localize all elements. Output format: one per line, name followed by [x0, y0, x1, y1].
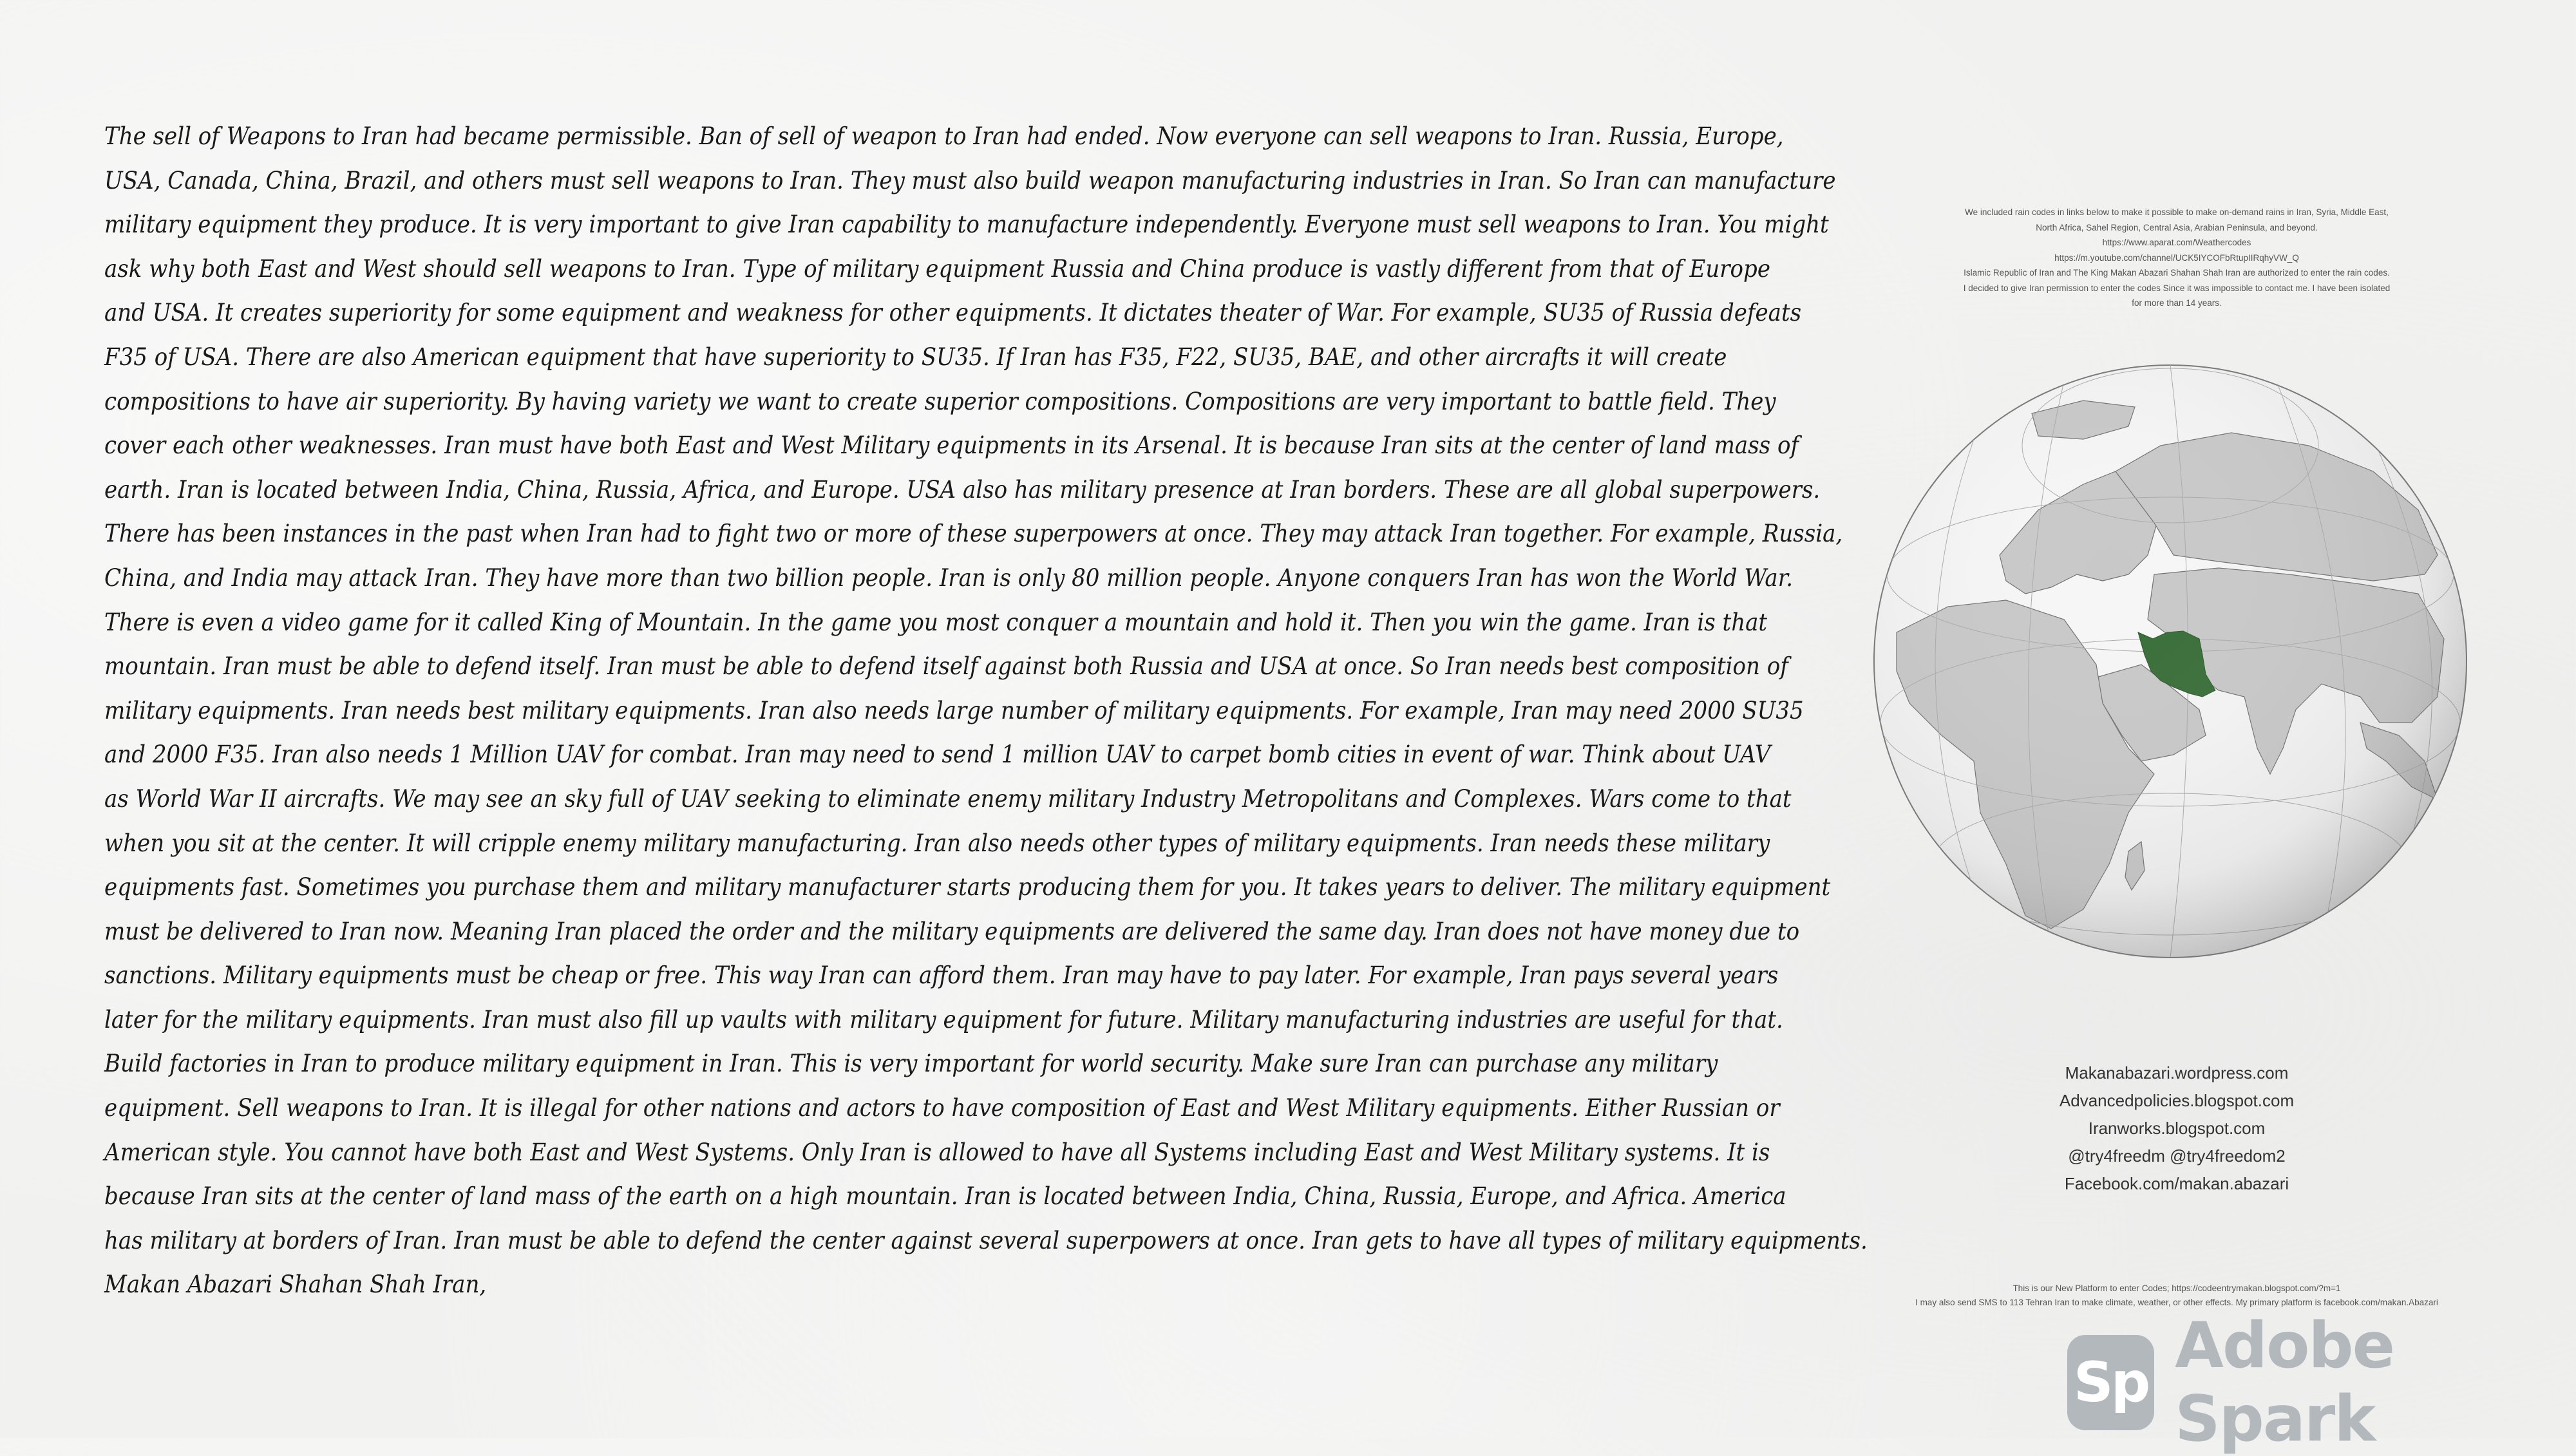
footer-note-line: This is our New Platform to enter Codes; https://codeentrymakan.blogspot.com/?m=1 [2012, 1283, 2341, 1293]
notice-line: I decided to give Iran permission to enter the codes Since it was impossible to contact me. I have been isolated [1963, 283, 2391, 293]
rain-codes-notice [1919, 205, 2434, 311]
globe-map-svg [1871, 362, 2470, 961]
link-twitter-handles[interactable]: @try4freedm @try4freedom2 [2068, 1146, 2286, 1166]
article-line: because Iran sits at the center of land mass of the earth on a high mountain. Iran is located between India, China, Russia, Europe, and Africa. America [104, 1182, 1786, 1211]
article-line: when you sit at the center. It will cripple enemy military manufacturing. Iran also needs other types of military equipments. Iran needs these military [104, 829, 1770, 857]
article-line: There has been instances in the past when Iran had to fight two or more of these superpowers at once. They may attack Iran together. For example, Russia, [104, 520, 1843, 548]
article-line: later for the military equipments. Iran must also fill up vaults with military equipment for future. Military manufacturing industries are useful for that. [104, 1005, 1783, 1034]
article-line: China, and India may attack Iran. They have more than two billion people. Iran is only 80 million people. Anyone conquers Iran has won the World War. [104, 563, 1794, 592]
article-line: must be delivered to Iran now. Meaning Iran placed the order and the military equipments are delivered the same day. Iran does not have money due to [104, 917, 1800, 945]
link-wordpress[interactable]: Makanabazari.wordpress.com [2065, 1063, 2289, 1083]
globe-map [1871, 362, 2470, 961]
article-line: military equipment they produce. It is very important to give Iran capability to manufacture independently. Everyone must sell weapons to Iran. You might [104, 211, 1829, 239]
notice-line: for more than 14 years. [2132, 298, 2222, 308]
article-line: equipments fast. Sometimes you purchase them and military manufacturer starts producing them for you. It takes years to deliver. The military equipment [104, 873, 1831, 902]
article-line: military equipments. Iran needs best military equipments. Iran also needs large number of military equipments. For example, Iran may need 2000 SU35 [104, 696, 1804, 724]
footer-note-line: I may also send SMS to 113 Tehran Iran to make climate, weather, or other effects. My primary platform is facebook.com/makan.Abazari [1915, 1298, 2438, 1307]
article-line: USA, Canada, China, Brazil, and others must sell weapons to Iran. They must also build weapon manufacturing industries in Iran. So Iran can manufacture [104, 166, 1836, 194]
brand-name: Adobe Spark [2175, 1309, 2394, 1456]
article-line: sanctions. Military equipments must be cheap or free. This way Iran can afford them. Iran may have to pay later. For example, Iran pays several years [104, 961, 1779, 990]
article-line: as World War II aircrafts. We may see an sky full of UAV seeking to eliminate enemy military Industry Metropolitans and Complexes. Wars come to that [104, 784, 1792, 813]
adobe-spark-watermark [2067, 1309, 2576, 1456]
article-line: Build factories in Iran to produce military equipment in Iran. This is very important for world security. Make sure Iran can purchase any military [104, 1050, 1718, 1078]
article-line: F35 of USA. There are also American equipment that have superiority to SU35. If Iran has F35, F22, SU35, BAE, and other aircrafts it will create [104, 343, 1727, 371]
article-line: and USA. It creates superiority for some equipment and weakness for other equipments. It dictates theater of War. For example, SU35 of Russia defeats [104, 299, 1802, 327]
notice-line: North Africa, Sahel Region, Central Asia, Arabian Peninsula, and beyond. [2036, 222, 2318, 232]
footer-note [1855, 1281, 2499, 1310]
notice-link: https://www.aparat.com/Weathercodes [2102, 238, 2251, 247]
notice-line: We included rain codes in links below to make it possible to make on-demand rains in Iran, Syria, Middle East, [1965, 207, 2389, 217]
article-line: has military at borders of Iran. Iran must be able to defend the center against several superpowers at once. Iran gets to have all types of military equipments. [104, 1226, 1868, 1254]
article-line: The sell of Weapons to Iran had became permissible. Ban of sell of weapon to Iran had ended. Now everyone can sell weapons to Iran. Russia, Europe, [104, 122, 1784, 150]
article-body [104, 115, 1868, 1307]
article-line: earth. Iran is located between India, China, Russia, Africa, and Europe. USA also has military presence at Iran borders. These are all global superpowers. [104, 475, 1821, 504]
article-line: and 2000 F35. Iran also needs 1 Million UAV for combat. Iran may need to send 1 million UAV to carpet bomb cities in event of war. Think about UAV [104, 741, 1771, 769]
link-iranworks[interactable]: Iranworks.blogspot.com [2088, 1119, 2266, 1138]
article-line: mountain. Iran must be able to defend itself. Iran must be able to defend itself against both Russia and USA at once. So Iran needs best composition of [104, 652, 1788, 681]
article-line: compositions to have air superiority. By having variety we want to create superior compositions. Compositions are very important to battle field. They [104, 387, 1776, 415]
link-facebook[interactable]: Facebook.com/makan.abazari [2064, 1174, 2289, 1193]
signature: Makan Abazari Shahan Shah Iran, [104, 1271, 487, 1299]
notice-link: https://m.youtube.com/channel/UCK5IYCOFbRtupIIRqhyVW_Q [2054, 252, 2299, 263]
adobe-spark-logo-icon: Sp [2067, 1335, 2154, 1430]
article-line: cover each other weaknesses. Iran must have both East and West Military equipments in its Arsenal. It is because Iran sits at the center of land mass of [104, 431, 1799, 460]
globe-shading [1874, 365, 2467, 958]
article-line: ask why both East and West should sell weapons to Iran. Type of military equipment Russia and China produce is vastly different from that of Europe [104, 254, 1770, 283]
article-line: equipment. Sell weapons to Iran. It is illegal for other nations and actors to have composition of East and West Military equipments. Either Russian or [104, 1094, 1780, 1122]
article-line: There is even a video game for it called King of Mountain. In the game you most conquer a mountain and hold it. Then you win the game. Iran is that [104, 608, 1768, 636]
link-advancedpolicies[interactable]: Advancedpolicies.blogspot.com [2059, 1091, 2295, 1110]
article-line: American style. You cannot have both East and West Systems. Only Iran is allowed to have all Systems including East and West Military systems. It is [104, 1138, 1770, 1166]
contact-links [1977, 1059, 2376, 1198]
notice-line: Islamic Republic of Iran and The King Makan Abazari Shahan Shah Iran are authorized to enter the rain codes. [1964, 268, 2390, 278]
